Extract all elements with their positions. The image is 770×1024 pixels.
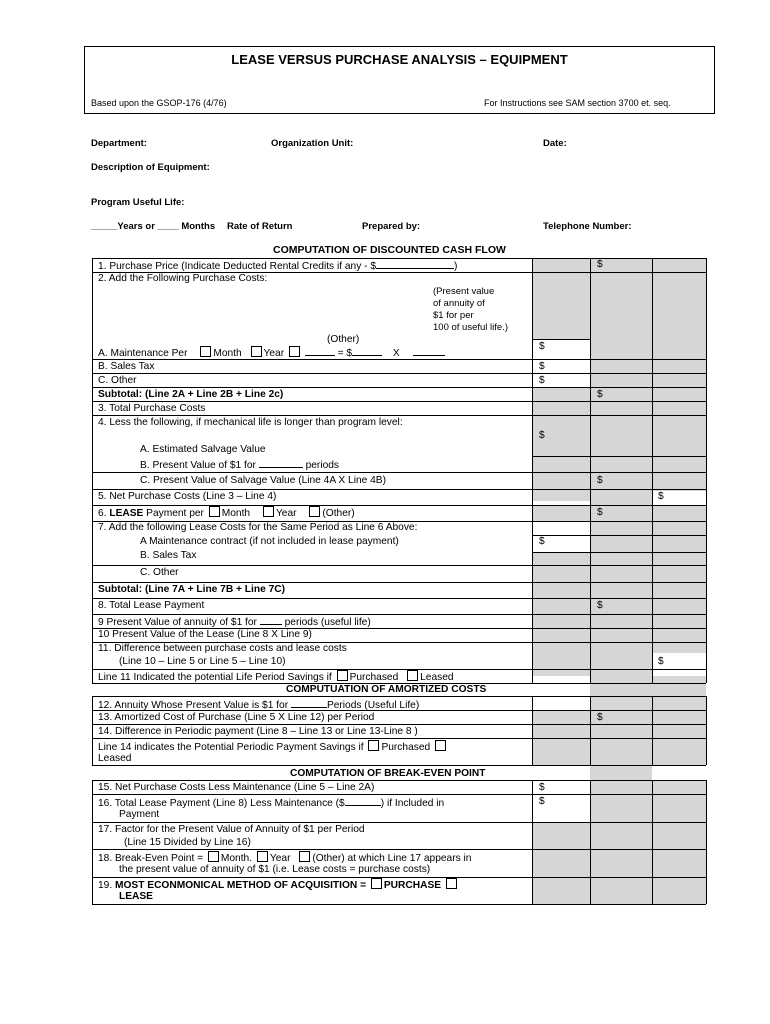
- grid-line: [652, 696, 653, 765]
- grid-line: [92, 472, 706, 473]
- row-7a: A Maintenance contract (if not included in lease payment): [140, 536, 399, 547]
- row-17b: (Line 15 Divided by Line 16): [124, 837, 251, 848]
- grid-line: [532, 696, 533, 765]
- department-label: Department:: [91, 138, 147, 149]
- row-2a-text: A. Maintenance Per: [98, 348, 188, 359]
- row-4b-text: B. Present Value of $1 for: [140, 460, 256, 471]
- pv-note-4: 100 of useful life.): [433, 322, 508, 333]
- grid-line: [92, 401, 706, 402]
- row-12-periods: Periods (Useful Life): [326, 700, 420, 711]
- row-6-num: 6.: [98, 508, 107, 519]
- row-13: 13. Amortized Cost of Purchase (Line 5 X Line 12) per Period: [98, 712, 375, 723]
- subtotal-2: Subtotal: (Line 2A + Line 2B + Line 2c): [98, 389, 284, 400]
- year-checkbox[interactable]: [251, 346, 262, 357]
- row-11: 11. Difference between purchase costs and lease costs: [98, 643, 347, 654]
- other-blank[interactable]: [305, 346, 335, 356]
- grid-line: [532, 535, 706, 536]
- row-19-text: MOST ECONMONICAL METHOD OF ACQUISITION =: [115, 880, 367, 891]
- purchase-price-blank[interactable]: [376, 259, 454, 269]
- month-checkbox[interactable]: [200, 346, 211, 357]
- section-amortized-title: COMPUTUATION OF AMORTIZED COSTS: [286, 684, 487, 695]
- grid-line: [92, 696, 93, 765]
- lease-checkbox[interactable]: [446, 878, 457, 889]
- row-14b-text: Line 14 indicates the Potential Periodic Payment Savings if: [98, 742, 364, 753]
- other-checkbox[interactable]: [299, 851, 310, 862]
- subtotal-7: Subtotal: (Line 7A + Line 7B + Line 7C): [98, 584, 285, 595]
- row-16c: Payment: [119, 809, 160, 820]
- grid-line: [92, 598, 706, 599]
- grid-line: [92, 724, 706, 725]
- row-10: 10 Present Value of the Lease (Line 8 X Line 9): [98, 629, 312, 640]
- year-checkbox[interactable]: [263, 506, 274, 517]
- row-1: [98, 259, 457, 273]
- dollar-sign: $: [539, 361, 545, 372]
- instructions-text: For Instructions see SAM section 3700 et. seq.: [484, 98, 671, 108]
- periods-blank[interactable]: [260, 615, 282, 625]
- grid-line: [706, 258, 707, 683]
- equals-dollar: = $: [337, 348, 353, 359]
- leased-label: Leased: [420, 672, 454, 683]
- pv-note-2: of annuity of: [433, 298, 485, 309]
- gray-col-4: [652, 676, 706, 765]
- row-7b: B. Sales Tax: [140, 550, 197, 561]
- grid-line: [706, 780, 707, 904]
- lease-label: LEASE: [109, 508, 144, 519]
- row-2c: C. Other: [98, 375, 137, 386]
- row-11c-text: Line 11 Indicated the potential Life Period Savings if: [98, 672, 332, 683]
- purchased-checkbox[interactable]: [337, 670, 348, 681]
- other-label: (Other) at which Line 17 appears in: [312, 853, 472, 864]
- gray-col-4: [652, 780, 706, 904]
- grid-line: [590, 696, 591, 765]
- row-18: [98, 851, 471, 865]
- row-15: 15. Net Purchase Costs Less Maintenance (Line 5 – Line 2A): [98, 782, 375, 793]
- row-4b: [140, 458, 339, 472]
- dollar-sign: $: [597, 475, 603, 486]
- other-label: (Other): [322, 508, 355, 519]
- gray-col-2: [532, 258, 590, 272]
- purchased-label: Purchased: [381, 742, 431, 753]
- form-title: LEASE VERSUS PURCHASE ANALYSIS – EQUIPMENT: [231, 52, 568, 67]
- row-17: 17. Factor for the Present Value of Annuity of $1 per Period: [98, 824, 365, 835]
- periods-blank[interactable]: [291, 698, 327, 708]
- row-19c: LEASE: [119, 891, 153, 902]
- month-label: Month: [221, 508, 251, 519]
- row-14c: Leased: [98, 753, 132, 764]
- section-breakeven-title: COMPUTATION OF BREAK-EVEN POINT: [290, 768, 486, 779]
- dollar-sign: $: [658, 491, 664, 502]
- month-checkbox[interactable]: [209, 506, 220, 517]
- grid-line: [532, 258, 533, 683]
- grid-line: [652, 780, 653, 904]
- grid-line: [92, 904, 706, 905]
- other-paren: (Other): [327, 334, 360, 345]
- useful-life-label: Program Useful Life:: [91, 197, 185, 208]
- dollar-sign: $: [539, 430, 545, 441]
- other-checkbox[interactable]: [309, 506, 320, 517]
- pv-factor-blank[interactable]: [413, 346, 445, 356]
- grid-line: [92, 822, 706, 823]
- year-label: Year: [269, 853, 291, 864]
- dollar-sign: $: [597, 712, 603, 723]
- other-checkbox[interactable]: [289, 346, 300, 357]
- payment-per-label: Payment per: [146, 508, 204, 519]
- grid-line: [92, 794, 706, 795]
- purchased-checkbox[interactable]: [368, 740, 379, 751]
- dollar-sign: $: [539, 536, 545, 547]
- row-18-text: 18. Break-Even Point =: [98, 853, 204, 864]
- gray-col-2: [532, 505, 590, 521]
- purchase-label: PURCHASE: [383, 880, 442, 891]
- gray-col-4: [652, 505, 706, 653]
- row-11b: (Line 10 – Line 5 or Line 5 – Line 10): [119, 656, 286, 667]
- org-unit-label: Organization Unit:: [271, 138, 354, 149]
- dollar-sign: $: [539, 375, 545, 386]
- grid-line: [92, 738, 706, 739]
- maintenance-blank[interactable]: [345, 796, 381, 806]
- gray-col-2: [532, 272, 590, 339]
- grid-line: [92, 387, 706, 388]
- month-checkbox[interactable]: [208, 851, 219, 862]
- row-18b: the present value of annuity of $1 (i.e. Lease costs = purchase costs): [119, 864, 431, 875]
- grid-line: [92, 765, 706, 766]
- grid-line: [652, 258, 653, 683]
- grid-line: [590, 258, 591, 683]
- pv-note-1: (Present value: [433, 286, 495, 297]
- grid-line: [92, 373, 706, 374]
- grid-line: [92, 489, 706, 490]
- dollar-sign: $: [597, 507, 603, 518]
- dollar-sign: $: [597, 259, 603, 270]
- prepared-by-label: Prepared by:: [362, 221, 421, 232]
- row-9-periods: periods (useful life): [284, 617, 371, 628]
- dollar-sign: $: [597, 389, 603, 400]
- grid-line: [92, 565, 706, 566]
- section-dcf-title: COMPUTATION OF DISCOUNTED CASH FLOW: [273, 244, 506, 256]
- date-label: Date:: [543, 138, 567, 149]
- row-12-text: 12. Annuity Whose Present Value is $1 for: [98, 700, 289, 711]
- grid-line: [92, 415, 706, 416]
- rate-of-return-label: Rate of Return: [227, 221, 293, 232]
- purchase-checkbox[interactable]: [371, 878, 382, 889]
- dollar-sign: $: [597, 600, 603, 611]
- grid-line: [92, 696, 706, 697]
- row-4c: C. Present Value of Salvage Value (Line 4A X Line 4B): [140, 475, 386, 486]
- grid-line: [532, 552, 706, 553]
- row-19: [98, 878, 459, 892]
- pv-note-3: $1 for per: [433, 310, 474, 321]
- dollar-sign: $: [539, 796, 545, 807]
- grid-line: [532, 780, 533, 904]
- row-9-text: 9 Present Value of annuity of $1 for: [98, 617, 257, 628]
- month-label: Month.: [220, 853, 253, 864]
- year-checkbox[interactable]: [257, 851, 268, 862]
- row-1-text: 1. Purchase Price (Indicate Deducted Rental Credits if any - $: [98, 261, 377, 272]
- grid-line: [532, 339, 590, 340]
- purchased-label: Purchased: [349, 672, 399, 683]
- gray-col-2: [532, 387, 590, 501]
- grid-line: [590, 780, 591, 904]
- grid-line: [532, 456, 706, 457]
- row-14b: [98, 740, 448, 754]
- row-16: [98, 796, 444, 810]
- description-label: Description of Equipment:: [91, 162, 210, 173]
- row-3: 3. Total Purchase Costs: [98, 403, 206, 414]
- grid-line: [92, 258, 93, 683]
- leased-checkbox[interactable]: [435, 740, 446, 751]
- gray-col-3: [590, 258, 652, 904]
- times-x: X: [392, 348, 400, 359]
- grid-line: [92, 780, 93, 904]
- month-label: Month: [213, 348, 242, 359]
- row-2b: B. Sales Tax: [98, 361, 155, 372]
- grid-line: [706, 696, 707, 765]
- based-on-text: Based upon the GSOP-176 (4/76): [91, 98, 227, 108]
- row-14: 14. Difference in Periodic payment (Line 8 – Line 13 or Line 13-Line 8 ): [98, 726, 418, 737]
- dollar-sign: $: [658, 656, 664, 667]
- row-16-end: ) if Included in: [380, 798, 445, 809]
- dollar-sign: $: [539, 782, 545, 793]
- telephone-label: Telephone Number:: [543, 221, 632, 232]
- years-months-label: _____Years or ____ Months: [91, 221, 216, 232]
- row-8: 8. Total Lease Payment: [98, 600, 205, 611]
- row-19-num: 19.: [98, 880, 113, 891]
- row-2-text: 2. Add the Following Purchase Costs:: [98, 273, 268, 284]
- row-5: 5. Net Purchase Costs (Line 3 – Line 4): [98, 491, 277, 502]
- row-4a: A. Estimated Salvage Value: [140, 444, 266, 455]
- row-2a: [98, 346, 445, 360]
- row-9: [98, 615, 371, 629]
- row-7: 7. Add the following Lease Costs for the Same Period as Line 6 Above:: [98, 522, 418, 533]
- row-7c: C. Other: [140, 567, 179, 578]
- row-1-end: ): [454, 261, 458, 272]
- grid-line: [92, 849, 706, 850]
- year-label: Year: [263, 348, 285, 359]
- row-16-text: 16. Total Lease Payment (Line 8) Less Maintenance ($: [98, 798, 345, 809]
- grid-line: [92, 582, 706, 583]
- dollar-sign: $: [539, 341, 545, 352]
- gray-col-2: [532, 822, 590, 904]
- maintenance-amount-blank[interactable]: [352, 346, 382, 356]
- periods-blank[interactable]: [259, 458, 303, 468]
- row-6: [98, 506, 355, 520]
- leased-checkbox[interactable]: [407, 670, 418, 681]
- row-12: [98, 698, 419, 712]
- grid-line: [92, 780, 706, 781]
- row-4: 4. Less the following, if mechanical life is longer than program level:: [98, 417, 403, 428]
- year-label: Year: [275, 508, 297, 519]
- row-11c: [98, 670, 454, 684]
- periods-label: periods: [305, 460, 340, 471]
